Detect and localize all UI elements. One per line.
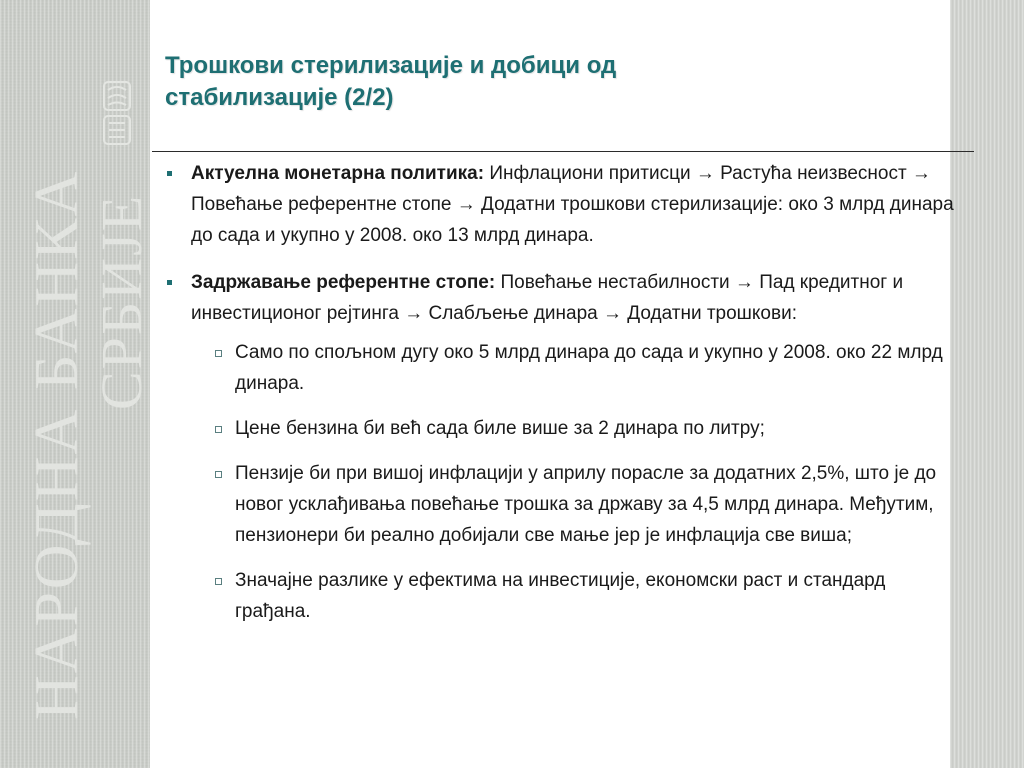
hollow-square-bullet-icon xyxy=(215,471,222,478)
bullet-body: Инфлациони притисци → Растућа неизвесност → Повећање референтне стопе → Додатни трошкови стерилизације: око 3 млрд динара до сада и укупно у 2008. око 13 млрд динара. xyxy=(191,163,954,246)
slide-title xyxy=(165,50,805,114)
hollow-square-bullet-icon xyxy=(215,426,222,433)
sub-bullet-pensions xyxy=(165,458,965,551)
bullet-lead: Задржавање референтне стопе: xyxy=(191,272,496,293)
watermark-text-serbia: СРБИЈЕ xyxy=(89,193,154,410)
slide-body xyxy=(165,158,965,641)
sub-bullet-text: Само по спољном дугу око 5 млрд динара до сада и укупно у 2008. око 22 млрд динара. xyxy=(235,342,943,394)
bullet-text xyxy=(191,158,965,251)
slide-title-line-1: Трошкови стерилизације и добици од xyxy=(165,52,617,79)
hollow-square-bullet-icon xyxy=(215,350,222,357)
sub-bullet-external-debt xyxy=(165,337,965,399)
bullet-keep-rate xyxy=(165,267,965,329)
sub-bullet-fuel-prices xyxy=(165,413,965,444)
bullet-body: Повећање нестабилности → Пад кредитног и инвестиционог рејтинга → Слабљење динара → Додатни трошкови: xyxy=(191,272,904,324)
bullet-lead: Актуелна монетарна политика: xyxy=(191,163,485,184)
sub-bullet-text: Цене бензина би већ сада биле више за 2 динара по литру; xyxy=(235,418,765,439)
slide-title-line-2: стабилизације (2/2) xyxy=(165,84,394,111)
sub-bullet-text: Пензије би при вишој инфлацији у априлу порасле за додатних 2,5%, што је до новог усклађивања повећање трошка за државу за 4,5 млрд динара. Међутим, пензионери би реално добијали све мање јер је инфлација све виша; xyxy=(235,463,937,546)
watermark-text-national-bank: НАРОДНА БАНКА xyxy=(23,169,91,720)
bank-seal-icon xyxy=(100,78,134,148)
sub-bullet-investment-effects xyxy=(165,565,965,627)
hollow-square-bullet-icon xyxy=(215,578,222,585)
square-bullet-icon xyxy=(167,280,172,285)
square-bullet-icon xyxy=(167,171,172,176)
bullet-text xyxy=(191,267,965,329)
sub-bullet-text: Значајне разлике у ефектима на инвестиције, економски раст и стандард грађана. xyxy=(235,570,886,622)
title-divider xyxy=(152,151,974,152)
bullet-current-policy xyxy=(165,158,965,251)
